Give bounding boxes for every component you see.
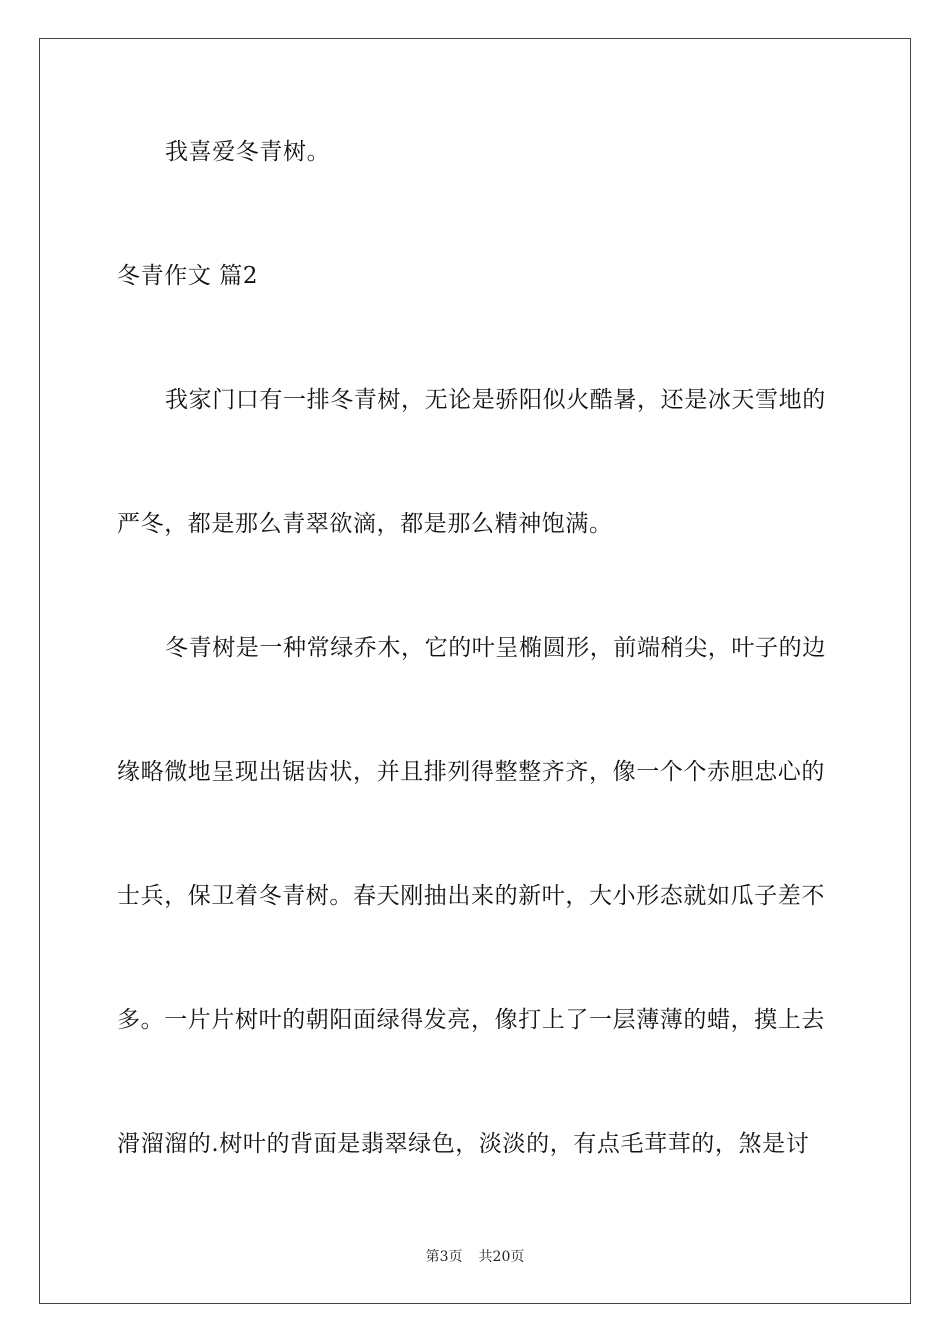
paragraph-line: 严冬，都是那么青翠欲滴，都是那么精神饱满。 (117, 511, 613, 537)
page-footer (0, 1248, 950, 1266)
page-number: 第3页 (425, 1249, 463, 1265)
paragraph-line: 多。一片片树叶的朝阳面绿得发亮，像打上了一层薄薄的蜡，摸上去 (117, 1007, 825, 1033)
section-heading: 冬青作文 篇2 (117, 263, 259, 289)
paragraph-line: 缘略微地呈现出锯齿状，并且排列得整整齐齐，像一个个赤胆忠心的 (117, 759, 825, 785)
page-border (39, 38, 911, 1304)
paragraph-line: 我喜爱冬青树。 (165, 139, 331, 165)
paragraph-line: 冬青树是一种常绿乔木，它的叶呈椭圆形，前端稍尖，叶子的边 (165, 635, 826, 661)
paragraph-line: 我家门口有一排冬青树，无论是骄阳似火酷暑，还是冰天雪地的 (165, 387, 826, 413)
page-total: 共20页 (478, 1249, 525, 1265)
paragraph-line: 滑溜溜的.树叶的背面是翡翠绿色，淡淡的，有点毛茸茸的，煞是讨 (117, 1131, 810, 1157)
paragraph-line: 士兵，保卫着冬青树。春天刚抽出来的新叶，大小形态就如瓜子差不 (117, 883, 825, 909)
